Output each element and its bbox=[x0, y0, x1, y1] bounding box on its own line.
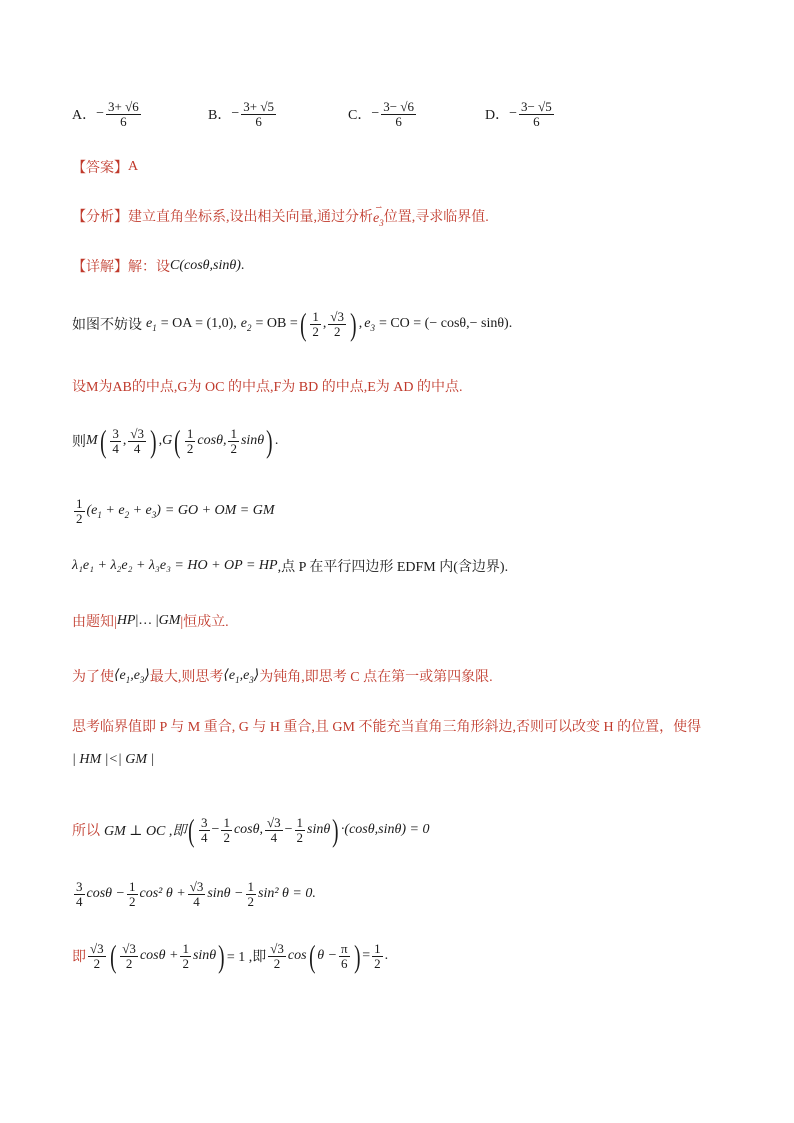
option-fraction: $\frac{3+ √5}{6}$ bbox=[243, 99, 274, 129]
option-fraction: $\frac{3- √5}{6}$ bbox=[521, 99, 552, 129]
inequality-line: | HM |<| GM | bbox=[72, 752, 155, 767]
analysis-line: 【分析】 建立直角坐标系,设出相关向量,通过分析 ⇀ $e_3$ 位置,寻求临界值. bbox=[72, 203, 489, 228]
midpoint-coordinates: 则 M ( $\frac{3}{4}$ , $\frac{√3}{4}$ ) , G ( $\frac{1}{2}$ cosθ, $\frac{1}{2}$ sinθ ) . bbox=[72, 423, 279, 459]
analysis-tag: 【分析】 bbox=[72, 209, 128, 225]
option-b: B． − $\frac{3+ √5}{6}$ bbox=[208, 99, 274, 129]
answer-tag: 【答案】 bbox=[72, 161, 128, 176]
option-label: A． bbox=[72, 108, 97, 124]
midpoint-definitions: 设M为AB的中点,G为 OC 的中点,F为 BD 的中点,E为 AD 的中点. bbox=[72, 380, 463, 395]
perpendicular-line: 所以 GM ⊥ OC ,即 ( $\frac{3}{4}$ − $\frac{1}{2}$ cosθ, $\frac{√3}{4}$ − $\frac{1}{2}$ sinθ ) ·(cosθ,sinθ) = 0 bbox=[72, 812, 430, 848]
answer-line bbox=[72, 157, 138, 177]
condition-line: 由题知| HP |… | GM |恒成立. bbox=[72, 613, 229, 630]
answer-value: A bbox=[128, 159, 139, 174]
final-equation: 即 $\frac{√3}{2}$ ( $\frac{√3}{2}$ cosθ + $\frac{1}{2}$ sinθ ) = 1 ,即 $\frac{√3}{2}$ cos ( θ − $\frac{\pi}{6}$ ) = $\frac{1}{2}$ . bbox=[72, 938, 389, 974]
vector-sum: $\frac{1}{2}$ $(e_1 + e_2 + e_3)$ = GO + OM = GM bbox=[76, 496, 275, 526]
option-c: C． − $\frac{3- √6}{6}$ bbox=[348, 99, 414, 129]
option-label: B． bbox=[208, 108, 232, 124]
detail-tag: 【详解】 bbox=[72, 260, 128, 275]
lambda-sum: λ₁e₁ + λ₂e₂ + λ₃e₃ = HO + OP = HP ,点 P 在平行四边形 EDFM 内(含边界). bbox=[72, 558, 509, 575]
option-d: D． − $\frac{3- √5}{6}$ bbox=[485, 99, 552, 129]
angle-line: 为了使 $⟨e_1,e_3⟩$ 最大,则思考 $⟨e_1,e_3⟩$ 为钝角,即思考 C 点在第一或第四象限. bbox=[72, 668, 493, 685]
option-fraction: $\frac{3- √6}{6}$ bbox=[383, 99, 414, 129]
point-c: C(cosθ,sinθ) bbox=[170, 258, 241, 273]
option-label: D． bbox=[485, 108, 510, 124]
expanded-equation: $\frac{3}{4}$ cosθ − $\frac{1}{2}$ cos² θ + $\frac{√3}{4}$ sinθ − $\frac{1}{2}$ sin² θ = 0. bbox=[76, 879, 316, 909]
critical-line: 思考临界值即 P 与 M 重合, G 与 H 重合,且 GM 不能充当直角三角形斜边,否则可以改变 H 的位置，使得 bbox=[72, 720, 702, 735]
vector-definitions: 如图不妨设 $e_1$ = OA = (1,0), $e_2$ = OB = ( $\frac{1}{2}$ , $\frac{√3}{2}$ ) , $e_3$ = CO = (− cosθ,− sinθ) . bbox=[72, 306, 513, 342]
option-label: C． bbox=[348, 108, 372, 124]
vector-e3: ⇀ $e_3$ bbox=[373, 203, 384, 228]
detail-line: 【详解】 解：设 C(cosθ,sinθ) . bbox=[72, 258, 245, 275]
option-fraction: $\frac{3+ √6}{6}$ bbox=[108, 99, 139, 129]
option-a: A． − $\frac{3+ √6}{6}$ bbox=[72, 99, 139, 129]
